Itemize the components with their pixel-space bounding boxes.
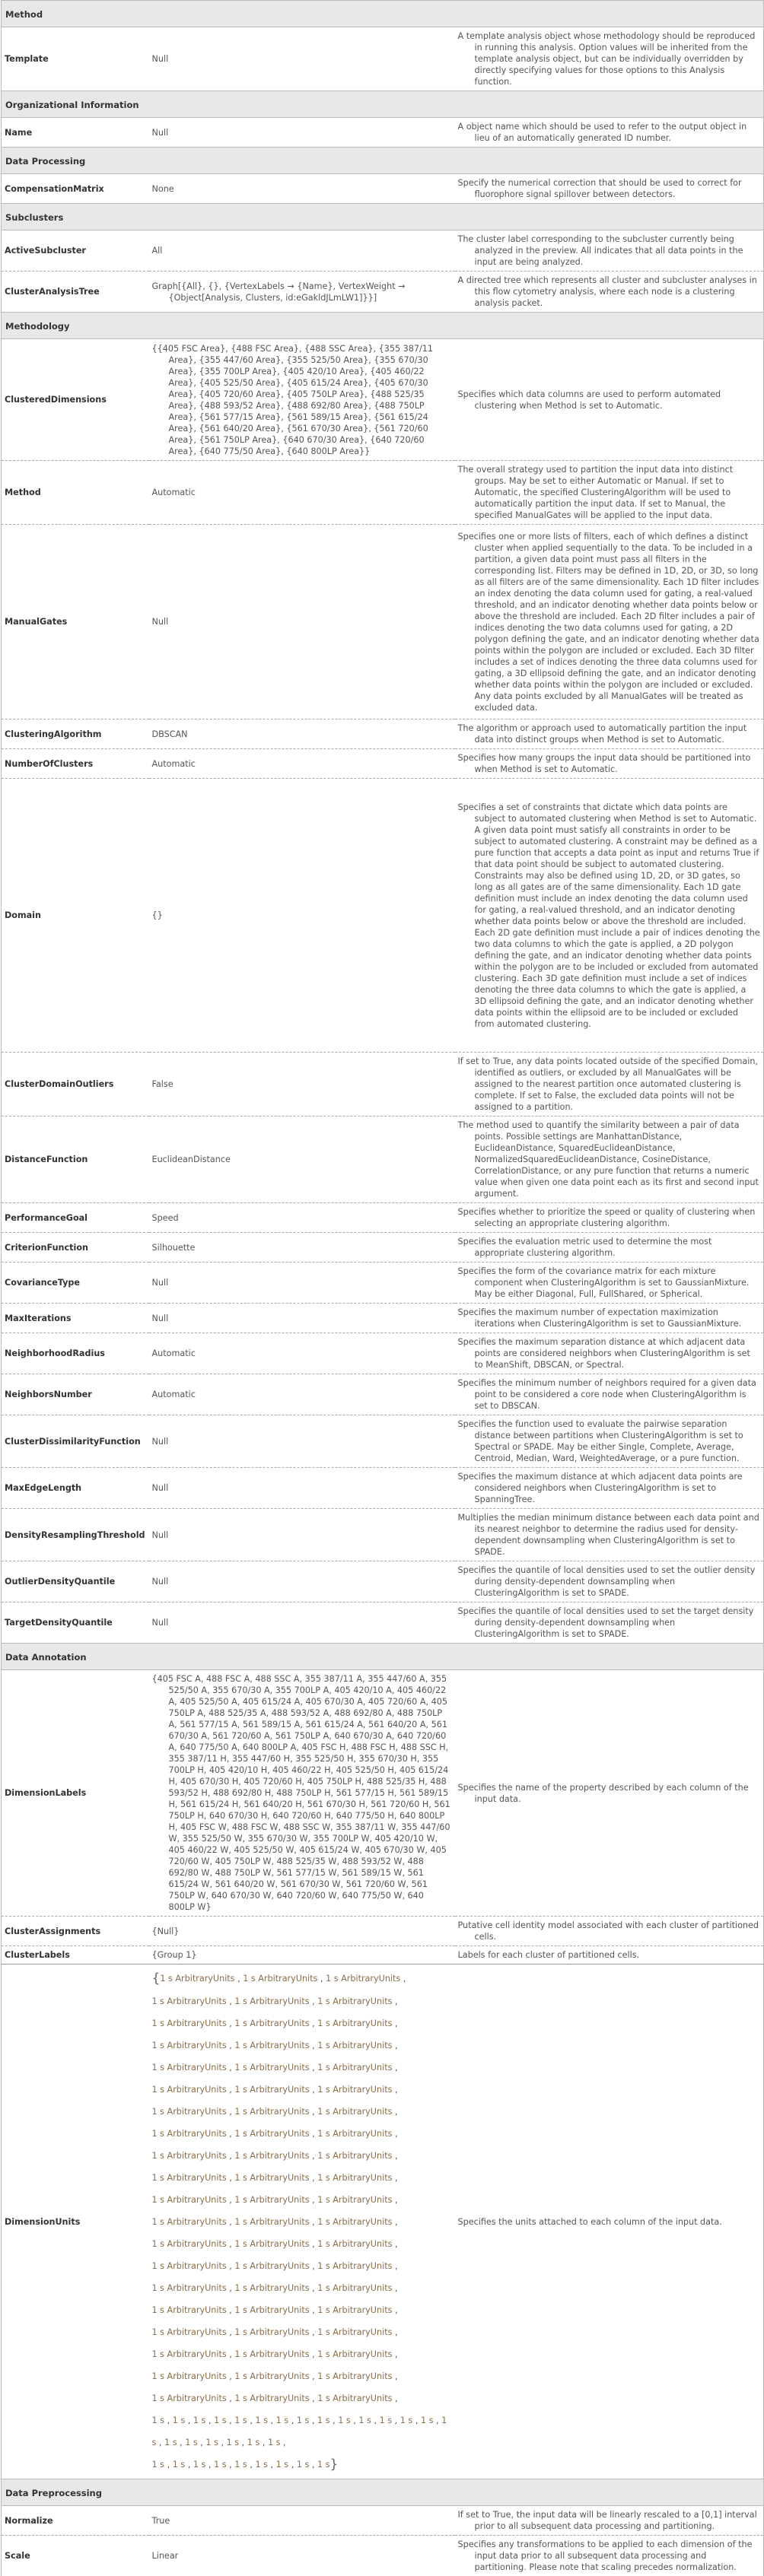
option-value-text: DBSCAN: [152, 729, 452, 740]
option-name: DimensionUnits: [2, 1965, 149, 2479]
option-description-text: The method used to quantify the similarity between a pair of data points. Possible settings are ManhattanDistance, EuclideanDistance, SquaredEuclideanDistance, NormalizedSquaredEuclideanDistance, CosineDistance, CorrelationDistance, or any pure function that returns a numeric value when given one data point each as its first and second input argument.: [458, 1120, 761, 1199]
option-description: [455, 230, 764, 272]
option-value-text: {{405 FSC Area}, {488 FSC Area}, {488 SSC Area}, {355 387/11 Area}, {355 447/60 Area}, {355 525/50 Area}, {355 670/30 Area}, {355 700LP Area}, {405 420/10 Area}, {405 460/22 Area}, {405 525/50 Area}, {405 615/24 Area}, {405 670/30 Area}, {405 720/60 Area}, {405 750LP Area}, {488 525/35 Area}, {488 593/52 Area}, {488 692/80 Area}, {488 750LP Area}, {561 577/15 Area}, {561 589/15 Area}, {561 615/24 Area}, {561 640/20 Area}, {561 670/30 Area}, {561 720/60 Area}, {561 750LP Area}, {640 670/30 Area}, {640 720/60 Area}, {640 775/50 Area}, {640 800LP Area}}: [152, 343, 452, 457]
dimension-unit: 1 s: [152, 2460, 165, 2470]
dimension-unit: 1 s ArbitraryUnits: [152, 2239, 227, 2249]
option-value: [149, 27, 455, 91]
dimension-unit: 1 s: [205, 2438, 218, 2447]
option-description-text: A object name which should be used to refer to the output object in lieu of an automatically generated ID number.: [458, 121, 761, 144]
dimension-unit: 1 s ArbitraryUnits: [234, 1996, 309, 2006]
option-value: [149, 339, 455, 461]
dimension-unit: 1 s ArbitraryUnits: [234, 2173, 309, 2183]
dimension-unit: 1 s: [358, 2416, 371, 2425]
option-row-densres: [2, 1509, 764, 1561]
option-description: [455, 779, 764, 1053]
option-value-text: False: [152, 1078, 452, 1090]
option-description-text: A directed tree which represents all cluster and subcluster analyses in this flow cytometry analysis, where each node is a clustering analysis packet.: [458, 275, 761, 309]
option-name: ManualGates: [2, 525, 149, 719]
dimension-unit: 1 s ArbitraryUnits: [317, 2151, 392, 2161]
option-value: [149, 1263, 455, 1304]
option-value: [149, 525, 455, 719]
dimension-unit: 1 s ArbitraryUnits: [160, 1974, 234, 1984]
option-description-text: A template analysis object whose methodology should be reproduced in running this analysis. Option values will be inherited from the template analysis object, but can be individually overridden by directly specifying values for those options to this Analysis function.: [458, 30, 761, 87]
option-value-text: Automatic: [152, 758, 452, 770]
option-row-compmatrix: [2, 174, 764, 204]
option-row-normalize: [2, 2506, 764, 2536]
option-description-text: Specifies the evaluation metric used to determine the most appropriate clustering algorithm.: [458, 1236, 761, 1259]
option-value-text: Null: [152, 1617, 452, 1628]
option-value-text: Automatic: [152, 1348, 452, 1359]
option-description: [455, 1233, 764, 1263]
option-row-clustdims: [2, 339, 764, 461]
option-value: [149, 1670, 455, 1917]
option-description-text: Labels for each cluster of partitioned cells.: [458, 1949, 761, 1961]
option-description: [455, 1946, 764, 1965]
dimension-unit: 1 s ArbitraryUnits: [152, 2217, 227, 2227]
option-description: [455, 1468, 764, 1509]
dimension-unit: 1 s ArbitraryUnits: [317, 2085, 392, 2095]
option-row-template: [2, 27, 764, 91]
option-description: [455, 1415, 764, 1468]
option-description: [455, 1917, 764, 1946]
option-row-neighnum: [2, 1374, 764, 1415]
option-row-perfgoal: [2, 1203, 764, 1233]
option-description-text: Putative cell identity model associated with each cluster of partitioned cells.: [458, 1920, 761, 1942]
option-name: ClusteredDimensions: [2, 339, 149, 461]
dimension-unit: 1 s ArbitraryUnits: [152, 2063, 227, 2073]
option-value-text: EuclideanDistance: [152, 1154, 452, 1165]
dimension-unit: 1 s ArbitraryUnits: [152, 2195, 227, 2205]
close-brace: }: [330, 2457, 339, 2472]
option-row-clustertree: [2, 272, 764, 313]
option-name: TargetDensityQuantile: [2, 1602, 149, 1644]
option-name: CompensationMatrix: [2, 174, 149, 204]
option-name: DistanceFunction: [2, 1116, 149, 1203]
dimension-unit: 1 s ArbitraryUnits: [317, 1996, 392, 2006]
dimension-unit: 1 s ArbitraryUnits: [234, 2393, 309, 2403]
option-row-covtype: [2, 1263, 764, 1304]
section-subclusters: Subclusters: [2, 204, 764, 230]
option-description-text: Specifies the quantile of local densities used to set the target density during density-dependent downsampling when ClusteringAlgorithm is set to SPADE.: [458, 1606, 761, 1640]
dimension-unit: 1 s ArbitraryUnits: [317, 2217, 392, 2227]
option-description-text: The cluster label corresponding to the subcluster currently being analyzed in the preview. All indicates that all data points in the input are being analyzed.: [458, 233, 761, 268]
section-methodology: Methodology: [2, 313, 764, 339]
option-name: Template: [2, 27, 149, 91]
section-organizational-information: Organizational Information: [2, 91, 764, 118]
dimension-unit: 1 s ArbitraryUnits: [152, 2371, 227, 2381]
dimension-unit: 1 s ArbitraryUnits: [234, 2327, 309, 2337]
option-description: [455, 1203, 764, 1233]
dimension-unit: 1 s ArbitraryUnits: [234, 2085, 309, 2095]
option-value: [149, 1415, 455, 1468]
option-name: Name: [2, 118, 149, 148]
option-name: ClusterLabels: [2, 1946, 149, 1965]
dimension-unit: 1 s ArbitraryUnits: [317, 2041, 392, 2050]
option-value: [149, 1333, 455, 1374]
option-name: NeighborhoodRadius: [2, 1333, 149, 1374]
option-name: DensityResamplingThreshold: [2, 1509, 149, 1561]
dimension-unit: 1 s ArbitraryUnits: [317, 2371, 392, 2381]
dimension-unit: 1 s ArbitraryUnits: [317, 2393, 392, 2403]
option-description: [455, 1965, 764, 2479]
option-description: [455, 461, 764, 525]
option-description-text: Specifies the name of the property described by each column of the input data.: [458, 1782, 761, 1805]
option-row-dimunits: [2, 1965, 764, 2479]
option-value-text: {405 FSC A, 488 FSC A, 488 SSC A, 355 387/11 A, 355 447/60 A, 355 525/50 A, 355 670/30 A, 355 700LP A, 405 420/10 A, 405 460/22 A, 405 525/50 A, 405 615/24 A, 405 670/30 A, 405 720/60 A, 405 750LP A, 488 525/35 A, 488 593/52 A, 488 692/80 A, 488 750LP A, 561 577/15 A, 561 589/15 A, 561 615/24 A, 561 640/20 A, 561 670/30 A, 561 720/60 A, 561 750LP A, 640 670/30 A, 640 720/60 A, 640 775/50 A, 640 800LP A, 405 FSC H, 488 FSC H, 488 SSC H, 355 387/11 H, 355 447/60 H, 355 525/50 H, 355 670/30 H, 355 700LP H, 405 420/10 H, 405 460/22 H, 405 525/50 H, 405 615/24 H, 405 670/30 H, 405 720/60 H, 405 750LP H, 488 525/35 H, 488 593/52 H, 488 692/80 H, 488 750LP H, 561 577/15 H, 561 589/15 H, 561 615/24 H, 561 640/20 H, 561 670/30 H, 561 720/60 H, 561 750LP H, 640 670/30 H, 640 720/60 H, 640 775/50 H, 640 800LP H, 405 FSC W, 488 FSC W, 488 SSC W, 355 387/11 W, 355 447/60 W, 355 525/50 W, 355 670/30 W, 355 700LP W, 405 420/10 W, 405 460/22 W, 405 525/50 W, 405 615/24 W, 405 670/30 W, 405 720/60 W, 405 750LP W, 488 525/35 W, 488 593/52 W, 488 692/80 W, 488 750LP W, 561 577/15 W, 561 589/15 W, 561 615/24 W, 561 640/20 W, 561 670/30 W, 561 720/60 W, 561 750LP W, 640 670/30 W, 640 720/60 W, 640 775/50 W, 640 800LP W}: [152, 1673, 452, 1913]
dimension-unit: 1 s: [234, 2460, 247, 2470]
section-data-annotation: Data Annotation: [2, 1644, 764, 1670]
dimension-unit: 1 s ArbitraryUnits: [234, 2217, 309, 2227]
option-row-targdens: [2, 1602, 764, 1644]
dimension-unit: 1 s ArbitraryUnits: [317, 2129, 392, 2139]
option-description-text: Specifies one or more lists of filters, each of which defines a distinct cluster when applied sequentially to the data. To be included in a partition, a given data point must pass all filters in the corresponding list. Filters may be defined in 1D, 2D, or 3D, so long as all filters are of the same dimensionality. Each 1D filter includes an index denoting the data column used for gating, a real-valued threshold, and an indicator denoting whether data points below or above the threshold are included. Each 2D filter includes a pair of indices denoting the two data columns used for gating, a 2D polygon defining the gate, and an indicator denoting whether data points within the polygon are included or excluded. Each 3D filter includes a set of indices denoting the three data columns used for gating, a 3D ellipsoid defining the gate, and an indicator denoting whether data points within the polygon are included or excluded. Any data points excluded by all ManualGates will be treated as excluded data.: [458, 531, 761, 713]
option-description: [455, 749, 764, 779]
option-name: ActiveSubcluster: [2, 230, 149, 272]
option-row-algo: [2, 719, 764, 749]
dimension-unit: 1 s ArbitraryUnits: [317, 2173, 392, 2183]
dimension-unit: 1 s ArbitraryUnits: [317, 2019, 392, 2028]
option-description-text: Specifies any transformations to be applied to each dimension of the input data prior to all subsequent data processing and partitioning. Please note that scaling precedes normalization.: [458, 2539, 761, 2573]
dimension-unit: 1 s: [152, 2416, 447, 2447]
option-value: [149, 1304, 455, 1333]
option-description: [455, 1602, 764, 1644]
option-name: ClusterAssignments: [2, 1917, 149, 1946]
option-value: [149, 2506, 455, 2536]
dimension-unit: 1 s ArbitraryUnits: [234, 2151, 309, 2161]
option-value-text: All: [152, 245, 452, 256]
dimension-unit: 1 s ArbitraryUnits: [152, 1996, 227, 2006]
option-name: NumberOfClusters: [2, 749, 149, 779]
option-value-text: Null: [152, 1576, 452, 1587]
option-name: Normalize: [2, 2506, 149, 2536]
dimension-unit: 1 s ArbitraryUnits: [234, 2261, 309, 2271]
option-name: PerformanceGoal: [2, 1203, 149, 1233]
dimension-unit: 1 s: [164, 2438, 177, 2447]
dimension-unit: 1 s ArbitraryUnits: [152, 2327, 227, 2337]
dimension-unit: 1 s ArbitraryUnits: [317, 2327, 392, 2337]
dimension-unit: 1 s ArbitraryUnits: [317, 2349, 392, 2359]
option-row-dimlabels: [2, 1670, 764, 1917]
dimension-unit: 1 s: [234, 2416, 247, 2425]
option-value: [149, 1946, 455, 1965]
option-row-name: [2, 118, 764, 148]
option-description-text: Specifies which data columns are used to perform automated clustering when Method is set to Automatic.: [458, 389, 761, 411]
option-description-text: The algorithm or approach used to automatically partition the input data into distinct groups when Method is set to Automatic.: [458, 723, 761, 745]
option-description-text: Specifies whether to prioritize the speed or quality of clustering when selecting an appropriate clustering algorithm.: [458, 1206, 761, 1229]
dimension-unit: 1 s ArbitraryUnits: [234, 2041, 309, 2050]
dimension-unit: 1 s: [268, 2438, 281, 2447]
option-row-maxedge: [2, 1468, 764, 1509]
dimension-unit: 1 s ArbitraryUnits: [234, 2019, 309, 2028]
option-row-dissim: [2, 1415, 764, 1468]
option-description: [455, 1053, 764, 1116]
option-value: [149, 1561, 455, 1602]
dimension-unit: 1 s ArbitraryUnits: [234, 2195, 309, 2205]
dimension-unit: 1 s: [173, 2460, 186, 2470]
dimension-unit: 1 s: [173, 2416, 186, 2425]
option-value-text: {}: [152, 910, 452, 921]
option-description-text: If set to True, any data points located outside of the specified Domain, identified as outliers, or excluded by all ManualGates will be assigned to the nearest partition once automated clustering is complete. If set to False, the excluded data points will not be assigned to a partition.: [458, 1056, 761, 1113]
option-description: [455, 1304, 764, 1333]
option-row-outdens: [2, 1561, 764, 1602]
dimension-unit: 1 s: [400, 2416, 413, 2425]
dimension-unit: 1 s ArbitraryUnits: [317, 2107, 392, 2117]
option-value-text: Null: [152, 1482, 452, 1494]
option-description: [455, 1509, 764, 1561]
dimension-unit: 1 s ArbitraryUnits: [234, 2239, 309, 2249]
option-name: CriterionFunction: [2, 1233, 149, 1263]
option-row-domain: [2, 779, 764, 1053]
dimension-unit: 1 s ArbitraryUnits: [152, 2085, 227, 2095]
option-row-maxiter: [2, 1304, 764, 1333]
option-value: [149, 174, 455, 204]
option-description: [455, 525, 764, 719]
dimension-unit: 1 s ArbitraryUnits: [234, 2107, 309, 2117]
dimension-unit: 1 s ArbitraryUnits: [152, 2129, 227, 2139]
option-value: [149, 1233, 455, 1263]
option-description-text: Specifies the quantile of local densities used to set the outlier density during density-dependent downsampling when ClusteringAlgorithm is set to SPADE.: [458, 1564, 761, 1599]
dimension-unit: 1 s: [193, 2416, 206, 2425]
option-description: [455, 174, 764, 204]
option-description-text: Specify the numerical correction that should be used to correct for fluorophore signal spillover between detectors.: [458, 177, 761, 200]
dimension-unit: 1 s: [255, 2416, 268, 2425]
option-value: [149, 272, 455, 313]
option-description: [455, 1670, 764, 1917]
dimension-unit: 1 s ArbitraryUnits: [152, 2151, 227, 2161]
option-description-text: Specifies the form of the covariance matrix for each mixture component when ClusteringAlgorithm is set to GaussianMixture. May be either Diagonal, Full, FullShared, or Spherical.: [458, 1266, 761, 1300]
option-value: [149, 749, 455, 779]
option-value-text: {Group 1}: [152, 1949, 452, 1961]
option-row-outliers: [2, 1053, 764, 1116]
option-description: [455, 118, 764, 148]
dimension-unit: 1 s ArbitraryUnits: [234, 2371, 309, 2381]
option-value: [149, 1374, 455, 1415]
option-value: [149, 461, 455, 525]
option-description: [455, 27, 764, 91]
option-description: [455, 272, 764, 313]
option-description-text: Specifies a set of constraints that dictate which data points are subject to automated clustering when Method is set to Automatic. A given data point must satisfy all constraints in order to be subject to automated clustering. A constraint may be defined as a pure function that accepts a data point as input and returns True if that data point should be subject to automated clustering. Constraints may also be defined using 1D, 2D, or 3D gates, so long as all gates are of the same dimensionality. Each 1D gate definition must include an index denoting the data column used for gating, a real-valued threshold, and an indicator denoting whether data points below or above the threshold are included. Each 2D gate definition must include a pair of indices denoting the two data columns to which the gate is applied, a 2D polygon defining the gate, and an indicator denoting whether data points within the polygon are to be included or excluded from automated clustering. Each 3D gate definition must include a set of indices denoting the three data columns to which the gate is applied, a 3D ellipsoid defining the gate, and an indicator denoting whether data points within the ellipsoid are to be included or excluded from automated clustering.: [458, 802, 761, 1030]
dimension-unit: 1 s: [227, 2438, 240, 2447]
option-value-text: Automatic: [152, 487, 452, 498]
dimension-unit: 1 s ArbitraryUnits: [234, 2129, 309, 2139]
dimension-unit: 1 s: [193, 2460, 206, 2470]
dimension-unit: 1 s: [297, 2416, 310, 2425]
option-description: [455, 2506, 764, 2536]
option-row-labels: [2, 1946, 764, 1965]
option-value-text: None: [152, 183, 452, 195]
dimension-unit: 1 s: [338, 2416, 351, 2425]
option-value: [149, 779, 455, 1053]
dimension-unit: 1 s: [317, 2460, 330, 2470]
option-row-method: [2, 461, 764, 525]
option-name: MaxEdgeLength: [2, 1468, 149, 1509]
dimension-unit: 1 s: [380, 2416, 393, 2425]
option-name: DimensionLabels: [2, 1670, 149, 1917]
option-value-text: Null: [152, 1313, 452, 1324]
section-method: Method: [2, 1, 764, 27]
option-name: Method: [2, 461, 149, 525]
option-value: [149, 1116, 455, 1203]
option-name: ClusteringAlgorithm: [2, 719, 149, 749]
option-description-text: Specifies the minimum number of neighbors required for a given data point to be considered a core node when ClusteringAlgorithm is set to DBSCAN.: [458, 1377, 761, 1412]
option-description: [455, 339, 764, 461]
option-value-text: Null: [152, 127, 452, 138]
option-description-text: Specifies the units attached to each column of the input data.: [458, 2216, 761, 2228]
dimension-unit: 1 s ArbitraryUnits: [152, 2173, 227, 2183]
option-value-text: Null: [152, 1277, 452, 1288]
option-description-text: Specifies the maximum distance at which adjacent data points are considered neighbors when ClusteringAlgorithm is set to SpanningTree.: [458, 1471, 761, 1505]
option-name: NeighborsNumber: [2, 1374, 149, 1415]
option-name: ClusterDissimilarityFunction: [2, 1415, 149, 1468]
option-description-text: Specifies the maximum separation distance at which adjacent data points are considered neighbors when ClusteringAlgorithm is set to MeanShift, DBSCAN, or Spectral.: [458, 1336, 761, 1371]
dimension-unit: 1 s ArbitraryUnits: [234, 2283, 309, 2293]
dimension-unit: 1 s: [214, 2460, 227, 2470]
option-value: [149, 1053, 455, 1116]
option-name: Scale: [2, 2536, 149, 2576]
dimension-unit: 1 s: [276, 2460, 289, 2470]
dimension-unit: 1 s ArbitraryUnits: [234, 2305, 309, 2315]
dimension-unit: 1 s ArbitraryUnits: [152, 2261, 227, 2271]
option-description: [455, 1116, 764, 1203]
option-value-text: Silhouette: [152, 1242, 452, 1253]
dimension-unit: 1 s ArbitraryUnits: [317, 2063, 392, 2073]
option-row-manualgates: [2, 525, 764, 719]
dimension-unit: 1 s ArbitraryUnits: [152, 2349, 227, 2359]
option-description-text: Specifies how many groups the input data should be partitioned into when Method is set to Automatic.: [458, 752, 761, 775]
dimension-unit: 1 s ArbitraryUnits: [317, 2283, 392, 2293]
option-row-assign: [2, 1917, 764, 1946]
option-value-text: Automatic: [152, 1389, 452, 1400]
dimension-unit: 1 s ArbitraryUnits: [234, 2063, 309, 2073]
dimension-unit: 1 s ArbitraryUnits: [243, 1974, 317, 1984]
dimension-unit: 1 s ArbitraryUnits: [326, 1974, 400, 1984]
option-value: [149, 1468, 455, 1509]
dimension-unit: 1 s: [421, 2416, 434, 2425]
option-description-text: If set to True, the input data will be linearly rescaled to a [0,1] interval prior to all subsequent data processing and partitioning.: [458, 2509, 761, 2532]
option-value: [149, 1917, 455, 1946]
option-value: [149, 1965, 455, 2479]
dimension-unit: 1 s: [185, 2438, 198, 2447]
option-row-distfn: [2, 1116, 764, 1203]
option-description: [455, 2536, 764, 2576]
option-value-text: True: [152, 2515, 452, 2527]
option-row-neighrad: [2, 1333, 764, 1374]
open-brace: {: [152, 1971, 161, 1987]
dimension-unit: 1 s ArbitraryUnits: [317, 2261, 392, 2271]
dimension-unit: 1 s: [317, 2416, 330, 2425]
option-value-text: Speed: [152, 1212, 452, 1224]
dimension-unit: 1 s ArbitraryUnits: [317, 2239, 392, 2249]
option-value-text: Linear: [152, 2550, 452, 2562]
option-value: [149, 1602, 455, 1644]
option-value-text: Null: [152, 53, 452, 65]
option-description: [455, 1561, 764, 1602]
section-data-preprocessing: Data Preprocessing: [2, 2479, 764, 2506]
option-row-numclust: [2, 749, 764, 779]
dimension-unit: 1 s ArbitraryUnits: [317, 2195, 392, 2205]
option-description: [455, 1333, 764, 1374]
option-name: Domain: [2, 779, 149, 1053]
option-name: CovarianceType: [2, 1263, 149, 1304]
dimension-unit: 1 s: [152, 2416, 165, 2425]
option-value-text: Null: [152, 1436, 452, 1447]
option-row-scale: [2, 2536, 764, 2576]
option-value: [149, 1509, 455, 1561]
options-table: [1, 0, 764, 2576]
dimension-units-list: {1 s ArbitraryUnits , 1 s ArbitraryUnits , 1 s ArbitraryUnits , 1 s ArbitraryUnits , 1 s ArbitraryUnits , 1 s ArbitraryUnits , 1 s ArbitraryUnits , 1 s ArbitraryUnits , 1 s ArbitraryUnits , 1 s ArbitraryUnits , 1 s ArbitraryUnits , 1 s ArbitraryUnits , 1 s ArbitraryUnits , 1 s ArbitraryUnits , 1 s ArbitraryUnits , 1 s ArbitraryUnits , 1 s ArbitraryUnits , 1 s ArbitraryUnits , 1 s ArbitraryUnits , 1 s ArbitraryUnits , 1 s ArbitraryUnits , 1 s ArbitraryUnits , 1 s ArbitraryUnits , 1 s ArbitraryUnits , 1 s ArbitraryUnits , 1 s ArbitraryUnits , 1 s ArbitraryUnits , 1 s ArbitraryUnits , 1 s ArbitraryUnits , 1 s ArbitraryUnits , 1 s ArbitraryUnits , 1 s ArbitraryUnits , 1 s ArbitraryUnits , 1 s ArbitraryUnits , 1 s ArbitraryUnits , 1 s ArbitraryUnits , 1 s ArbitraryUnits , 1 s ArbitraryUnits , 1 s ArbitraryUnits , 1 s ArbitraryUnits , 1 s ArbitraryUnits , 1 s ArbitraryUnits , 1 s ArbitraryUnits , 1 s ArbitraryUnits , 1 s ArbitraryUnits , 1 s ArbitraryUnits , 1 s ArbitraryUnits , 1 s ArbitraryUnits , 1 s ArbitraryUnits , 1 s ArbitraryUnits , 1 s ArbitraryUnits , 1 s ArbitraryUnits , 1 s ArbitraryUnits , 1 s ArbitraryUnits , 1 s ArbitraryUnits , 1 s ArbitraryUnits , 1 s ArbitraryUnits , 1 s ArbitraryUnits , 1 s ArbitraryUnits , 1 s ArbitraryUnits , 1 s , 1 s , 1 s , 1 s , 1 s , 1 s , 1 s , 1 s , 1 s , 1 s , 1 s , 1 s , 1 s , 1 s , 1 s , 1 s , 1 s , 1 s , 1 s , 1 s , 1 s , 1 s , 1 s , 1 s , 1 s , 1 s , 1 s , 1 s , 1 s , 1 s}: [152, 1968, 452, 2476]
option-description-text: Specifies the function used to evaluate the pairwise separation distance between partitions when ClusteringAlgorithm is set to Spectral or SPADE. May be either Single, Complete, Average, Centroid, Median, Ward, WeightedAverage, or a pure function.: [458, 1418, 761, 1464]
dimension-unit: 1 s: [214, 2416, 227, 2425]
dimension-unit: 1 s ArbitraryUnits: [152, 2283, 227, 2293]
dimension-unit: 1 s ArbitraryUnits: [152, 2305, 227, 2315]
dimension-unit: 1 s ArbitraryUnits: [152, 2019, 227, 2028]
dimension-unit: 1 s ArbitraryUnits: [152, 2393, 227, 2403]
dimension-unit: 1 s: [297, 2460, 310, 2470]
option-value: [149, 2536, 455, 2576]
option-description: [455, 1263, 764, 1304]
option-name: ClusterDomainOutliers: [2, 1053, 149, 1116]
option-row-activesub: [2, 230, 764, 272]
dimension-unit: 1 s ArbitraryUnits: [317, 2305, 392, 2315]
option-description: [455, 1374, 764, 1415]
option-value: [149, 230, 455, 272]
dimension-unit: 1 s ArbitraryUnits: [152, 2041, 227, 2050]
option-description-text: Multiplies the median minimum distance between each data point and its nearest neighbor to determine the radius used for density-dependent downsampling when ClusteringAlgorithm is set to SPADE.: [458, 1512, 761, 1558]
option-name: ClusterAnalysisTree: [2, 272, 149, 313]
option-name: MaxIterations: [2, 1304, 149, 1333]
option-description-text: The overall strategy used to partition the input data into distinct groups. May be set to either Automatic or Manual. If set to Automatic, the specified ClusteringAlgorithm will be used to automatically partition the input data. If set to Manual, the specified ManualGates will be applied to the input data.: [458, 464, 761, 521]
option-description-text: Specifies the maximum number of expectation maximization iterations when ClusteringAlgorithm is set to GaussianMixture.: [458, 1307, 761, 1329]
dimension-unit: 1 s: [247, 2438, 260, 2447]
dimension-unit: 1 s ArbitraryUnits: [234, 2349, 309, 2359]
option-row-critfn: [2, 1233, 764, 1263]
option-description: [455, 719, 764, 749]
dimension-unit: 1 s: [276, 2416, 289, 2425]
dimension-unit: 1 s ArbitraryUnits: [152, 2107, 227, 2117]
option-value-text: Null: [152, 1529, 452, 1541]
option-name: OutlierDensityQuantile: [2, 1561, 149, 1602]
option-value-text: Graph[{All}, {}, {VertexLabels → {Name}, VertexWeight → {Object[Analysis, Clusters, id:eGakldJLmLW1]}}]: [152, 281, 452, 303]
dimension-unit: 1 s: [255, 2460, 268, 2470]
option-value: [149, 118, 455, 148]
option-value: [149, 719, 455, 749]
option-value-text: Null: [152, 616, 452, 627]
option-value: [149, 1203, 455, 1233]
section-data-processing: Data Processing: [2, 148, 764, 174]
option-value-text: {Null}: [152, 1926, 452, 1937]
